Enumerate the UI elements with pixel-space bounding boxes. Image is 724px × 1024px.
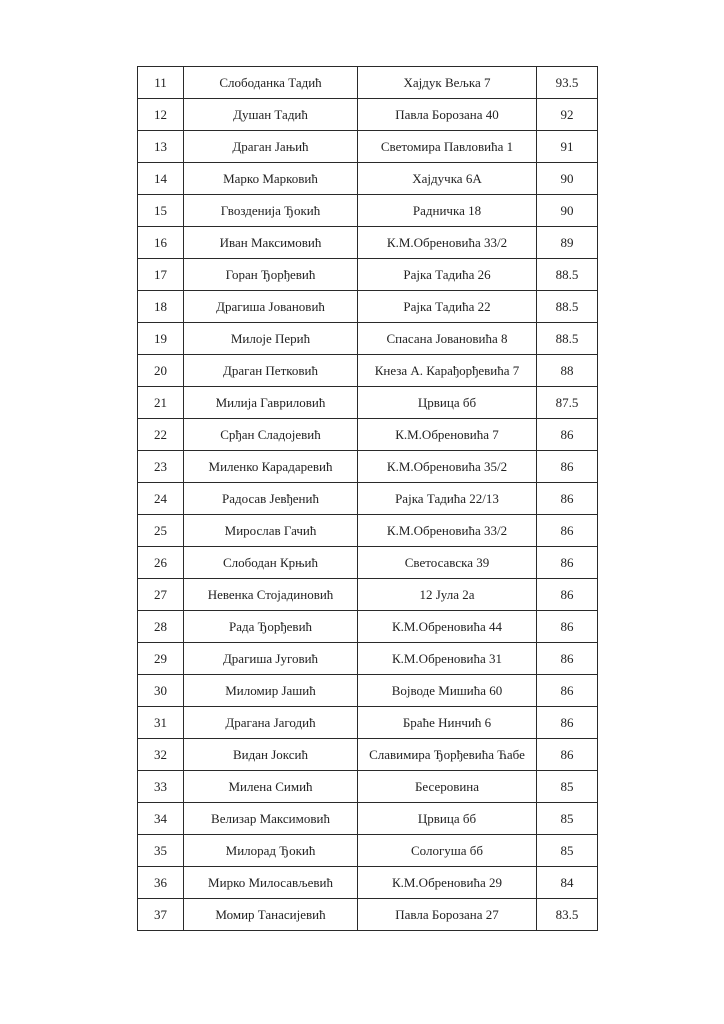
- name-cell: Слободанка Тадић: [184, 67, 358, 99]
- name-cell: Иван Максимовић: [184, 227, 358, 259]
- row-number-cell: 27: [138, 579, 184, 611]
- row-number-cell: 23: [138, 451, 184, 483]
- name-cell: Марко Марковић: [184, 163, 358, 195]
- score-cell: 86: [537, 739, 598, 771]
- name-cell: Милија Гавриловић: [184, 387, 358, 419]
- ranking-table: [137, 66, 598, 931]
- name-cell: Гвозденија Ђокић: [184, 195, 358, 227]
- address-cell: Браће Нинчић 6: [358, 707, 537, 739]
- score-cell: 86: [537, 707, 598, 739]
- name-cell: Велизар Максимовић: [184, 803, 358, 835]
- address-cell: Павла Борозана 27: [358, 899, 537, 931]
- score-cell: 85: [537, 771, 598, 803]
- row-number-cell: 25: [138, 515, 184, 547]
- address-cell: Хајдучка 6А: [358, 163, 537, 195]
- score-cell: 88: [537, 355, 598, 387]
- row-number-cell: 22: [138, 419, 184, 451]
- score-cell: 84: [537, 867, 598, 899]
- table-row: [138, 131, 598, 163]
- score-cell: 88.5: [537, 323, 598, 355]
- row-number-cell: 11: [138, 67, 184, 99]
- row-number-cell: 15: [138, 195, 184, 227]
- row-number-cell: 17: [138, 259, 184, 291]
- name-cell: Рада Ђорђевић: [184, 611, 358, 643]
- row-number-cell: 31: [138, 707, 184, 739]
- address-cell: К.М.Обреновића 29: [358, 867, 537, 899]
- score-cell: 88.5: [537, 259, 598, 291]
- table-row: [138, 387, 598, 419]
- row-number-cell: 16: [138, 227, 184, 259]
- table-row: [138, 355, 598, 387]
- address-cell: Рајка Тадића 26: [358, 259, 537, 291]
- table-row: [138, 419, 598, 451]
- address-cell: 12 Јула 2а: [358, 579, 537, 611]
- address-cell: Спасана Јовановића 8: [358, 323, 537, 355]
- address-cell: Рајка Тадића 22/13: [358, 483, 537, 515]
- name-cell: Душан Тадић: [184, 99, 358, 131]
- row-number-cell: 21: [138, 387, 184, 419]
- score-cell: 93.5: [537, 67, 598, 99]
- address-cell: Бесеровина: [358, 771, 537, 803]
- table-row: [138, 483, 598, 515]
- score-cell: 88.5: [537, 291, 598, 323]
- address-cell: Радничка 18: [358, 195, 537, 227]
- table-row: [138, 323, 598, 355]
- score-cell: 90: [537, 163, 598, 195]
- row-number-cell: 26: [138, 547, 184, 579]
- row-number-cell: 34: [138, 803, 184, 835]
- address-cell: Светосавска 39: [358, 547, 537, 579]
- row-number-cell: 35: [138, 835, 184, 867]
- table-row: [138, 163, 598, 195]
- table-row: [138, 611, 598, 643]
- table-row: [138, 227, 598, 259]
- table-row: [138, 675, 598, 707]
- table-row: [138, 259, 598, 291]
- table-row: [138, 451, 598, 483]
- score-cell: 86: [537, 675, 598, 707]
- address-cell: Хајдук Вељка 7: [358, 67, 537, 99]
- row-number-cell: 19: [138, 323, 184, 355]
- name-cell: Радосав Јевђенић: [184, 483, 358, 515]
- table-row: [138, 291, 598, 323]
- table-row: [138, 643, 598, 675]
- table-body: [138, 67, 598, 931]
- table-row: [138, 579, 598, 611]
- score-cell: 92: [537, 99, 598, 131]
- row-number-cell: 24: [138, 483, 184, 515]
- name-cell: Срђан Сладојевић: [184, 419, 358, 451]
- score-cell: 83.5: [537, 899, 598, 931]
- row-number-cell: 13: [138, 131, 184, 163]
- table-row: [138, 771, 598, 803]
- score-cell: 90: [537, 195, 598, 227]
- address-cell: Црвица бб: [358, 387, 537, 419]
- table-row: [138, 867, 598, 899]
- address-cell: Рајка Тадића 22: [358, 291, 537, 323]
- name-cell: Слободан Крњић: [184, 547, 358, 579]
- row-number-cell: 33: [138, 771, 184, 803]
- address-cell: К.М.Обреновића 7: [358, 419, 537, 451]
- name-cell: Милорад Ђокић: [184, 835, 358, 867]
- name-cell: Момир Танасијевић: [184, 899, 358, 931]
- table-row: [138, 739, 598, 771]
- row-number-cell: 12: [138, 99, 184, 131]
- score-cell: 86: [537, 643, 598, 675]
- name-cell: Миломир Јашић: [184, 675, 358, 707]
- address-cell: К.М.Обреновића 33/2: [358, 515, 537, 547]
- address-cell: К.М.Обреновића 44: [358, 611, 537, 643]
- score-cell: 85: [537, 835, 598, 867]
- table-row: [138, 515, 598, 547]
- table-row: [138, 67, 598, 99]
- score-cell: 87.5: [537, 387, 598, 419]
- name-cell: Невенка Стојадиновић: [184, 579, 358, 611]
- address-cell: Војводе Мишића 60: [358, 675, 537, 707]
- name-cell: Драган Јањић: [184, 131, 358, 163]
- row-number-cell: 14: [138, 163, 184, 195]
- address-cell: Светомира Павловића 1: [358, 131, 537, 163]
- name-cell: Драгана Јагодић: [184, 707, 358, 739]
- score-cell: 86: [537, 419, 598, 451]
- score-cell: 86: [537, 451, 598, 483]
- row-number-cell: 18: [138, 291, 184, 323]
- score-cell: 86: [537, 515, 598, 547]
- row-number-cell: 28: [138, 611, 184, 643]
- address-cell: Павла Борозана 40: [358, 99, 537, 131]
- table-row: [138, 899, 598, 931]
- score-cell: 86: [537, 611, 598, 643]
- name-cell: Горан Ђорђевић: [184, 259, 358, 291]
- row-number-cell: 20: [138, 355, 184, 387]
- score-cell: 86: [537, 579, 598, 611]
- name-cell: Видан Јоксић: [184, 739, 358, 771]
- address-cell: Кнеза А. Карађорђевића 7: [358, 355, 537, 387]
- score-cell: 86: [537, 547, 598, 579]
- row-number-cell: 30: [138, 675, 184, 707]
- table-row: [138, 99, 598, 131]
- name-cell: Драган Петковић: [184, 355, 358, 387]
- row-number-cell: 29: [138, 643, 184, 675]
- name-cell: Драгиша Југовић: [184, 643, 358, 675]
- score-cell: 89: [537, 227, 598, 259]
- name-cell: Драгиша Јовановић: [184, 291, 358, 323]
- table-row: [138, 803, 598, 835]
- score-cell: 86: [537, 483, 598, 515]
- address-cell: Сологуша бб: [358, 835, 537, 867]
- row-number-cell: 37: [138, 899, 184, 931]
- score-cell: 85: [537, 803, 598, 835]
- name-cell: Милоје Перић: [184, 323, 358, 355]
- name-cell: Милена Симић: [184, 771, 358, 803]
- address-cell: Славимира Ђорђевића Ћабе: [358, 739, 537, 771]
- name-cell: Миленко Карадаревић: [184, 451, 358, 483]
- table-row: [138, 195, 598, 227]
- table-row: [138, 547, 598, 579]
- address-cell: Црвица бб: [358, 803, 537, 835]
- score-cell: 91: [537, 131, 598, 163]
- row-number-cell: 36: [138, 867, 184, 899]
- name-cell: Мирко Милосављевић: [184, 867, 358, 899]
- table-row: [138, 707, 598, 739]
- address-cell: К.М.Обреновића 33/2: [358, 227, 537, 259]
- name-cell: Мирослав Гачић: [184, 515, 358, 547]
- table-row: [138, 835, 598, 867]
- address-cell: К.М.Обреновића 31: [358, 643, 537, 675]
- row-number-cell: 32: [138, 739, 184, 771]
- address-cell: К.М.Обреновића 35/2: [358, 451, 537, 483]
